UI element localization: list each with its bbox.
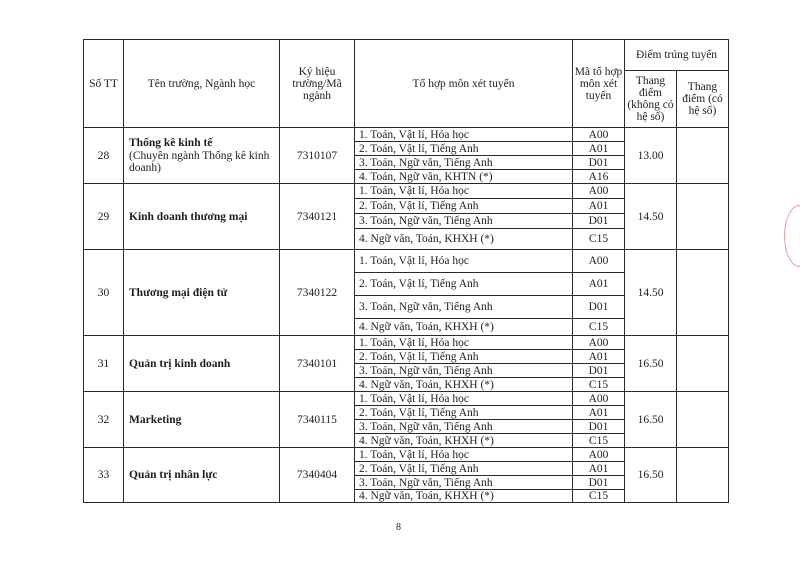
combo-code: A00 (573, 184, 625, 199)
subject-combo: 2. Toán, Vật lí, Tiếng Anh (355, 142, 573, 156)
major-cell (124, 448, 280, 503)
major-cell (124, 184, 280, 250)
combo-code: A16 (573, 170, 625, 184)
subject-combo: 3. Toán, Ngữ văn, Tiếng Anh (355, 156, 573, 170)
score-no-coef: 14.50 (625, 250, 677, 336)
subject-combo: 2. Toán, Vật lí, Tiếng Anh (355, 462, 573, 476)
major-code: 7340122 (280, 250, 355, 336)
admission-score-table (83, 39, 729, 503)
subject-combo: 3. Toán, Ngữ văn, Tiếng Anh (355, 476, 573, 490)
combo-code: C15 (573, 319, 625, 336)
table-row (84, 128, 729, 142)
major-name: Marketing (129, 413, 182, 426)
score-coef (677, 448, 729, 503)
major-name: Quản trị nhân lực (129, 469, 218, 481)
header-score-no-coef: Thang điểm (không có hệ số) (625, 71, 677, 128)
header-school-major: Tên trường, Ngành học (124, 40, 280, 128)
subject-combo: 4. Ngữ văn, Toán, KHXH (*) (355, 319, 573, 336)
subject-combo: 1. Toán, Vật lí, Hóa học (355, 184, 573, 199)
combo-code: D01 (573, 296, 625, 319)
score-no-coef: 16.50 (625, 448, 677, 503)
major-cell (124, 250, 280, 336)
major-code: 7310107 (280, 128, 355, 184)
combo-code: C15 (573, 434, 625, 448)
major-code: 7340101 (280, 336, 355, 392)
combo-code: A01 (573, 273, 625, 296)
score-coef (677, 184, 729, 250)
subject-combo: 2. Toán, Vật lí, Tiếng Anh (355, 350, 573, 364)
row-stt: 33 (84, 448, 124, 503)
combo-code: A00 (573, 392, 625, 406)
header-score-coef: Thang điểm (có hệ số) (677, 71, 729, 128)
major-code: 7340404 (280, 448, 355, 503)
table-row (84, 448, 729, 462)
table-row (84, 392, 729, 406)
major-cell (124, 128, 280, 184)
combo-code: A01 (573, 406, 625, 420)
header-combo-code: Mã tổ hợp môn xét tuyển (573, 40, 625, 128)
subject-combo: 3. Toán, Ngữ văn, Tiếng Anh (355, 214, 573, 229)
subject-combo: 4. Ngữ văn, Toán, KHXH (*) (355, 378, 573, 392)
combo-code: A01 (573, 142, 625, 156)
row-stt: 31 (84, 336, 124, 392)
combo-code: A00 (573, 448, 625, 462)
table-row (84, 250, 729, 273)
subject-combo: 1. Toán, Vật lí, Hóa học (355, 336, 573, 350)
score-coef (677, 392, 729, 448)
row-stt: 28 (84, 128, 124, 184)
combo-code: C15 (573, 378, 625, 392)
score-no-coef: 16.50 (625, 336, 677, 392)
combo-code: D01 (573, 214, 625, 229)
subject-combo: 2. Toán, Vật lí, Tiếng Anh (355, 406, 573, 420)
major-name: Thống kê kinh tế (129, 137, 213, 149)
row-stt: 32 (84, 392, 124, 448)
subject-combo: 4. Toán, Ngữ văn, KHTN (*) (355, 170, 573, 184)
score-no-coef: 14.50 (625, 184, 677, 250)
major-name: Thương mại điện tử (129, 286, 228, 299)
subject-combo: 1. Toán, Vật lí, Hóa học (355, 250, 573, 273)
table-row (84, 184, 729, 199)
combo-code: A01 (573, 199, 625, 214)
combo-code: D01 (573, 156, 625, 170)
header-score: Điểm trúng tuyển (625, 40, 729, 71)
score-coef (677, 250, 729, 336)
combo-code: C15 (573, 490, 625, 503)
subject-combo: 3. Toán, Ngữ văn, Tiếng Anh (355, 420, 573, 434)
combo-code: A00 (573, 128, 625, 142)
page-number: 8 (396, 522, 401, 533)
subject-combo: 3. Toán, Ngữ văn, Tiếng Anh (355, 296, 573, 319)
subject-combo: 1. Toán, Vật lí, Hóa học (355, 448, 573, 462)
combo-code: C15 (573, 229, 625, 250)
subject-combo: 2. Toán, Vật lí, Tiếng Anh (355, 199, 573, 214)
subject-combo: 3. Toán, Ngữ văn, Tiếng Anh (355, 364, 573, 378)
subject-combo: 4. Ngữ văn, Toán, KHXH (*) (355, 229, 573, 250)
major-code: 7340121 (280, 184, 355, 250)
score-coef (677, 336, 729, 392)
row-stt: 29 (84, 184, 124, 250)
header-combo: Tổ hợp môn xét tuyển (355, 40, 573, 128)
major-code: 7340115 (280, 392, 355, 448)
major-note: (Chuyên ngành Thống kê kinh doanh) (129, 150, 270, 174)
combo-code: D01 (573, 420, 625, 434)
major-name: Kinh doanh thương mại (129, 210, 248, 223)
major-cell (124, 336, 280, 392)
subject-combo: 2. Toán, Vật lí, Tiếng Anh (355, 273, 573, 296)
header-code: Ký hiệu trường/Mã ngành (280, 40, 355, 128)
subject-combo: 1. Toán, Vật lí, Hóa học (355, 128, 573, 142)
combo-code: A00 (573, 336, 625, 350)
combo-code: A01 (573, 462, 625, 476)
major-cell (124, 392, 280, 448)
combo-code: D01 (573, 364, 625, 378)
red-stamp-edge (784, 205, 800, 267)
combo-code: A01 (573, 350, 625, 364)
subject-combo: 1. Toán, Vật lí, Hóa học (355, 392, 573, 406)
combo-code: A00 (573, 250, 625, 273)
score-coef (677, 128, 729, 184)
subject-combo: 4. Ngữ văn, Toán, KHXH (*) (355, 490, 573, 503)
combo-code: D01 (573, 476, 625, 490)
subject-combo: 4. Ngữ văn, Toán, KHXH (*) (355, 434, 573, 448)
score-no-coef: 13.00 (625, 128, 677, 184)
row-stt: 30 (84, 250, 124, 336)
major-name: Quản trị kinh doanh (129, 357, 231, 370)
header-stt: Số TT (84, 40, 124, 128)
table-row (84, 336, 729, 350)
score-no-coef: 16.50 (625, 392, 677, 448)
